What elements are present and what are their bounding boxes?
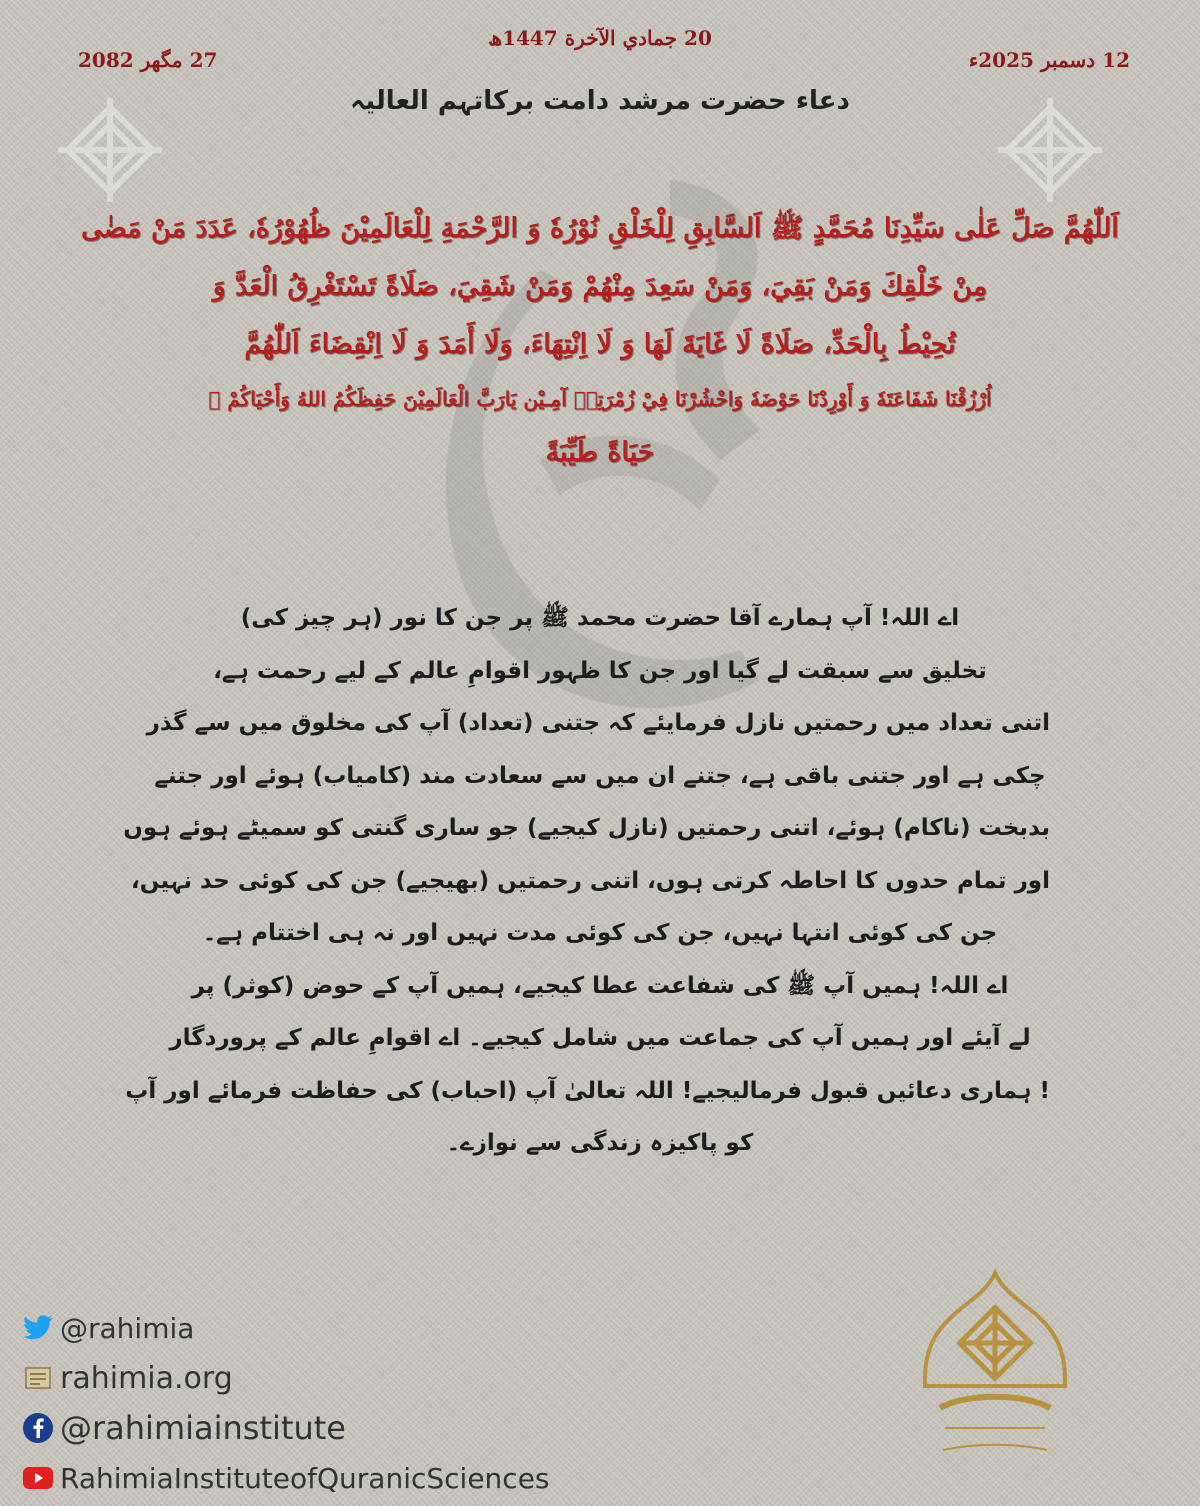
- youtube-channel: RahimiaInstituteofQuranicSciences: [60, 1461, 550, 1495]
- urdu-line-7: جن کی کوئی انتہا نہیں، جن کی کوئی مدت نہیں اور نہ ہی اختتام ہے۔: [202, 920, 998, 946]
- website-link[interactable]: [22, 1356, 550, 1400]
- youtube-icon: [22, 1462, 54, 1494]
- hijri-date: 20 جمادي الآخرة 1447ھ: [488, 26, 712, 50]
- social-links: [22, 1306, 550, 1506]
- urdu-line-1: اے اللہ! آپ ہمارے آقا حضرت محمد ﷺ پر جن کا نور (ہر چیز کی): [240, 605, 960, 631]
- urdu-line-8: اے اللہ! ہمیں آپ ﷺ کی شفاعت عطا کیجیے، ہمیں آپ کے حوض (کوثر) پر: [191, 972, 1009, 999]
- urdu-line-4: چکی ہے اور جتنی باقی ہے، جتنے ان میں سے سعادت مند (کامیاب) ہوئے اور جتنے: [154, 762, 1046, 789]
- facebook-icon: [22, 1412, 54, 1444]
- arabic-line-3: تُحِيْطُ بِالْحَدِّ، صَلَاةً لَا غَايَةَ لَهَا وَ لَا اِنْتِهَاءَ، وَلَا أَمَدَ وَ لَا اِنْقِضَاءَ اَللّٰهُمَّ: [244, 329, 956, 360]
- page-title: دعاء حضرت مرشد دامت برکاتہم العالیہ: [350, 86, 850, 116]
- urdu-translation: [123, 592, 1050, 1170]
- urdu-line-10: ! ہماری دعائیں قبول فرمالیجیے! اللہ تعالیٰ آپ (احباب) کی حفاظت فرمائے اور آپ: [125, 1077, 1050, 1104]
- rahimia-logo: [915, 1268, 1075, 1468]
- facebook-handle: @rahimiainstitute: [60, 1409, 346, 1447]
- twitter-icon: [22, 1312, 54, 1344]
- facebook-link[interactable]: [22, 1406, 550, 1450]
- urdu-line-3: اتنی تعداد میں رحمتیں نازل فرمایئے کہ جتنی (تعداد) آپ کی مخلوق میں سے گذر: [146, 710, 1050, 736]
- desi-date: 27 مگھر 2082: [78, 48, 218, 72]
- arabic-line-1: اَللّٰهُمَّ صَلِّ عَلٰى سَيِّدِنَا مُحَمَّدٍ ﷺ اَلسَّابِقِ لِلْخَلْقِ نُوْرُهٗ وَ الرَّحْمَةِ لِلْعَالَمِيْنَ ظُهُوْرُهٗ، عَدَدَ مَنْ مَضٰى: [81, 213, 1119, 244]
- urdu-line-6: اور تمام حدوں کا احاطہ کرتی ہوں، اتنی رحمتیں (بھیجیے) جن کی کوئی حد نہیں،: [131, 867, 1050, 894]
- website-url: rahimia.org: [60, 1360, 233, 1396]
- arabic-line-2: مِنْ خَلْقِكَ وَمَنْ بَقِيَ، وَمَنْ سَعِدَ مِنْهُمْ وَمَنْ شَقِيَ، صَلَاةً تَسْتَغْرِقُ الْعَدَّ وَ: [212, 271, 988, 302]
- website-icon: [22, 1362, 54, 1394]
- arabic-line-5: حَيَاةً طَيِّبَةً: [545, 437, 655, 468]
- urdu-line-9: لے آیئے اور ہمیں آپ کی جماعت میں شامل کیجیے۔ اے اقوامِ عالم کے پروردگار: [169, 1025, 1031, 1051]
- arabic-line-4: اُرْزُقْنَا شَفَاعَتَهٗ وَ أَوْرِدْنَا حَوْضَهٗ وَاحْشُرْنَا فِيْ زُمْرَتِهٖ آمِـيْن يَارَبَّ الْعَالَمِيْنَ حَفِظَكُمُ اللهُ وَأَحْيَاكُمْ ﴿: [208, 387, 992, 411]
- gregorian-date: 12 دسمبر 2025ء: [968, 48, 1130, 72]
- twitter-handle: @rahimia: [60, 1311, 195, 1345]
- arabic-prayer: [60, 200, 1140, 482]
- urdu-line-11: کو پاکیزہ زندگی سے نوازے۔: [446, 1130, 754, 1156]
- urdu-line-2: تخلیق سے سبقت لے گیا اور جن کا ظہور اقوامِ عالم کے لیے رحمت ہے،: [213, 657, 987, 684]
- twitter-link[interactable]: [22, 1306, 550, 1350]
- urdu-line-5: بدبخت (ناکام) ہوئے، اتنی رحمتیں (نازل کیجیے) جو ساری گنتی کو سمیٹے ہوئے ہوں: [123, 815, 1050, 841]
- youtube-link[interactable]: [22, 1456, 550, 1500]
